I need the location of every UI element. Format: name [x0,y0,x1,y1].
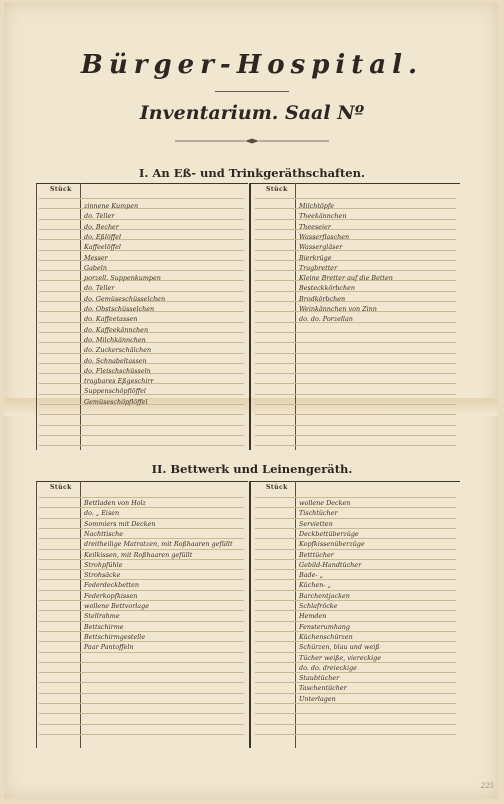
row-line-left [39,250,244,251]
divider-right-qty [295,183,296,450]
inventory-item-right: Schlafröcke [299,602,338,610]
row-line-left [39,600,244,601]
row-line-right [255,682,456,683]
row-line-left [39,672,244,673]
inventory-item-right: Bade- „ [299,571,323,580]
header-rule-right [250,183,460,184]
row-line-right [255,270,456,271]
divider-center [249,481,251,748]
row-line-left [39,229,244,230]
row-line-left [39,631,244,632]
inventory-item-left: do. Kaffeetassen [84,315,138,324]
inventory-item-left: do. Teller [84,212,115,221]
inventory-item-left: Strohpfühle [84,560,123,569]
inventory-item-left: porzell. Suppenkumpen [84,274,161,283]
inventory-item-left: do. Fleischschüsseln [84,366,151,375]
row-line-left [39,610,244,611]
inventory-item-right: Schürzen, blau und weiß [299,643,380,652]
row-line-right [255,342,456,343]
inventory-item-right: Küchenschürzen [299,632,353,641]
row-line-right [255,414,456,415]
header-rule-left [36,183,248,184]
row-line-left [39,549,244,550]
row-line-right [255,579,456,580]
row-line-right [255,353,456,354]
row-line-right [255,383,456,384]
inventory-item-left: do. Eßlöffel [84,232,122,241]
inventory-item-right: Wassergläser [299,243,343,252]
row-line-left [39,208,244,209]
inventory-item-right: Gebild-Handtücher [299,560,362,569]
column-header-stueck-right: Stück [266,186,288,193]
inventory-item-left: do. Teller [84,284,115,293]
inventory-item-right: do. do. Porzellan [299,315,353,324]
row-line-right [255,507,456,508]
header-rule-left [36,481,248,482]
row-line-right [255,569,456,570]
row-line-left [39,414,244,415]
row-line-left [39,579,244,580]
row-line-right [255,549,456,550]
margin-note: 225 [480,782,494,790]
column-header-stueck-left: Stück [50,186,72,193]
row-line-right [255,713,456,714]
row-line-right [255,198,456,199]
inventory-item-left: dreitheilige Matratzen, mit Roßhaaren gefüllt [84,540,233,549]
page-subtitle: Inventarium. Saal Nº [139,102,365,124]
column-header-stueck-left: Stück [50,484,72,491]
inventory-item-left: Paar Pantoffeln [84,643,134,652]
row-line-left [39,260,244,261]
inventory-item-right: Kopfkissenüberzüge [299,540,365,549]
divider-left-qty [80,183,81,450]
inventory-item-left: Strohsäcke [84,571,121,580]
inventory-item-left: Bettschirme [84,622,124,631]
inventory-item-left: do. Becher [84,222,119,231]
row-line-right [255,703,456,704]
row-line-left [39,641,244,642]
section-2-title: II. Bettwerk und Leinengeräth. [151,462,353,476]
inventory-item-right: Tragbretter [299,263,338,272]
row-line-left [39,291,244,292]
row-line-left [39,198,244,199]
row-line-right [255,219,456,220]
row-line-right [255,291,456,292]
row-line-left [39,239,244,240]
row-line-left [39,538,244,539]
inventory-item-left: Keilkissen, mit Roßhaaren gefüllt [84,550,193,559]
row-line-left [39,445,244,446]
inventory-item-right: Küchen- „ [299,581,331,590]
inventory-item-left: Messer [84,253,108,262]
row-line-left [39,682,244,683]
inventory-item-right: Hemden [299,612,327,621]
row-line-right [255,652,456,653]
row-line-right [255,610,456,611]
inventory-item-left: Stellrahme [84,612,120,621]
row-line-right [255,600,456,601]
row-line-right [255,631,456,632]
inventory-item-left: Gabeln [84,263,107,272]
row-line-left [39,652,244,653]
row-line-right [255,672,456,673]
inventory-item-left: Nachttische [84,529,124,538]
inventory-item-right: Barchentjacken [299,591,350,600]
row-line-right [255,394,456,395]
row-line-left [39,497,244,498]
row-line-left [39,713,244,714]
inventory-item-right: Tischtücher [299,509,338,518]
row-line-left [39,219,244,220]
inventory-item-left: do. Zuckerschälchen [84,346,152,355]
divider-left-outer [36,481,37,748]
row-line-right [255,734,456,735]
row-line-left [39,270,244,271]
inventory-item-left: do. Kaffeekännchen [84,325,149,334]
divider-left-qty [80,481,81,748]
ornament-rule [175,138,329,144]
row-line-left [39,734,244,735]
inventory-item-left: Federdeckbetten [84,581,140,590]
inventory-item-right: Staubtücher [299,674,340,683]
row-line-left [39,322,244,323]
inventory-item-left: zinnene Kumpen [84,202,139,210]
row-line-left [39,621,244,622]
row-line-left [39,693,244,694]
row-line-right [255,693,456,694]
inventory-item-right: Betttücher [299,550,334,559]
page-title: Bürger-Hospital. [80,50,424,80]
divider-right-qty [295,481,296,748]
inventory-item-left: Bettschirmgestelle [84,632,146,641]
row-line-right [255,590,456,591]
inventory-item-right: Kleine Bretter auf die Betten [299,274,393,283]
row-line-right [255,260,456,261]
inventory-item-right: Taschentücher [299,684,347,693]
inventory-item-left: Federkopfkissen [84,591,138,600]
inventory-item-right: Besteckkörbchen [299,284,356,293]
inventory-item-left: Sommiers mit Decken [84,519,156,528]
inventory-item-left: do. Gemüseschüsselchen [84,294,166,303]
header-rule-right [250,481,460,482]
inventory-item-right: Weinkännchen von Zinn [299,305,377,313]
row-line-left [39,724,244,725]
row-line-right [255,435,456,436]
row-line-right [255,559,456,560]
inventory-item-right: Servietten [299,519,333,528]
row-line-right [255,621,456,622]
inventory-item-right: Fensterumhang [299,622,350,631]
section-1-title: I. An Eß- und Trinkgeräthschaften. [139,166,365,180]
row-line-left [39,507,244,508]
inventory-item-right: Tücher weiße, viereckige [299,653,381,662]
inventory-item-left: Suppenschöpflöffel [84,387,146,396]
inventory-item-right: wollene Decken [299,499,351,507]
row-line-right [255,208,456,209]
row-line-left [39,590,244,591]
inventory-item-left: Kaffeelöffel [84,243,121,252]
row-line-right [255,332,456,333]
inventory-item-right: Brodkörbchen [299,294,346,303]
row-line-right [255,363,456,364]
inventory-item-right: Deckbettüberzüge [299,529,359,538]
row-line-right [255,662,456,663]
row-line-left [39,518,244,519]
row-line-right [255,724,456,725]
inventory-item-left: tragbares Eßgeschirr [84,377,154,386]
row-line-left [39,425,244,426]
title-rule [215,91,289,92]
row-line-right [255,445,456,446]
row-line-right [255,404,456,405]
row-line-left [39,435,244,436]
row-line-right [255,497,456,498]
inventory-item-left: do. Obstschüsselchen [84,305,155,313]
row-line-right [255,229,456,230]
row-line-left [39,569,244,570]
row-line-left [39,662,244,663]
row-line-right [255,641,456,642]
inventory-item-left: do. „ Eisen [84,509,120,518]
inventory-item-left: wollene Bettvorlage [84,602,149,610]
row-line-left [39,528,244,529]
row-line-right [255,373,456,374]
inventory-item-left: do. Schnabeltassen [84,356,147,365]
inventory-item-right: Unterlagen [299,694,336,703]
inventory-item-right: Wasserflaschen [299,232,350,241]
inventory-item-right: Bierkrüge [299,253,332,262]
row-line-right [255,322,456,323]
row-line-right [255,425,456,426]
row-line-right [255,239,456,240]
column-header-stueck-right: Stück [266,484,288,491]
inventory-item-left: Gemüseschöpflöffel [84,397,148,406]
inventory-item-right: Theekännchen [299,212,347,221]
row-line-right [255,538,456,539]
row-line-right [255,518,456,519]
inventory-item-right: Theeseier [299,222,331,231]
row-line-right [255,528,456,529]
row-line-right [255,301,456,302]
inventory-item-right: Milchtöpfe [299,202,334,210]
paper-fold [4,398,498,416]
inventory-item-left: Bettladen von Holz [84,499,146,507]
row-line-left [39,703,244,704]
inventory-item-right: do. do. dreieckige [299,663,357,672]
row-line-left [39,559,244,560]
divider-center [249,183,251,450]
divider-left-outer [36,183,37,450]
inventory-item-left: do. Milchkännchen [84,335,146,344]
row-line-right [255,250,456,251]
